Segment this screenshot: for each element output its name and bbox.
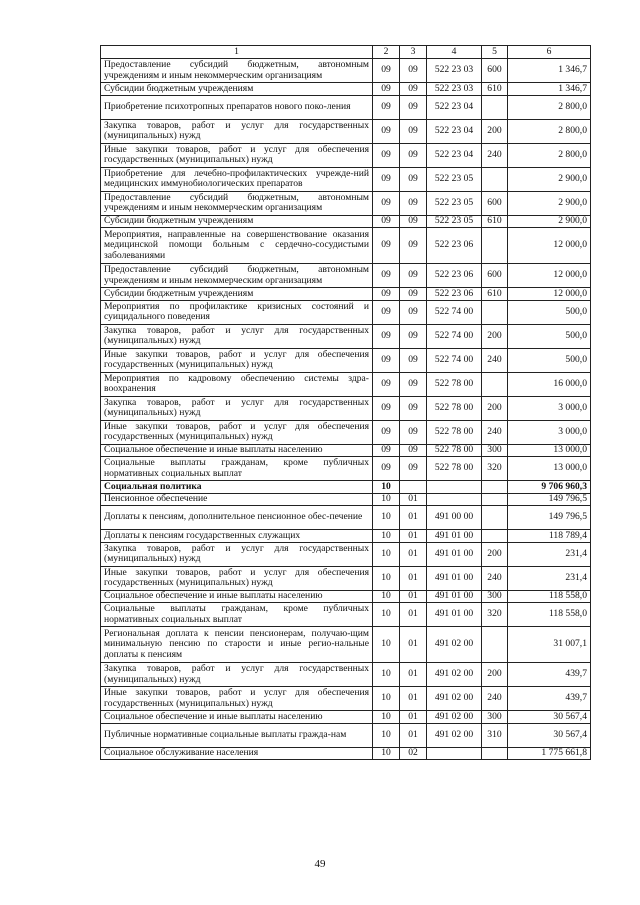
expense-type-cell bbox=[482, 627, 508, 663]
target-article-cell: 522 23 05 bbox=[427, 167, 482, 191]
target-article-cell: 491 02 00 bbox=[427, 723, 482, 747]
expense-type-cell: 610 bbox=[482, 83, 508, 96]
item-name-cell: Субсидии бюджетным учреждениям bbox=[101, 215, 373, 228]
table-row bbox=[101, 348, 591, 372]
item-name-cell: Мероприятия по профилактике кризисных состояний и суицидального поведения bbox=[101, 300, 373, 324]
amount-cell: 13 000,0 bbox=[508, 444, 591, 457]
section-code-cell: 10 bbox=[373, 687, 400, 711]
section-code-cell: 09 bbox=[373, 348, 400, 372]
item-name-cell: Публичные нормативные социальные выплаты гражда-нам bbox=[101, 723, 373, 747]
amount-cell: 2 800,0 bbox=[508, 143, 591, 167]
amount-cell: 149 796,5 bbox=[508, 506, 591, 530]
amount-cell: 118 558,0 bbox=[508, 590, 591, 603]
section-code-cell: 09 bbox=[373, 167, 400, 191]
table-row bbox=[101, 711, 591, 724]
amount-cell: 2 800,0 bbox=[508, 95, 591, 119]
table-row bbox=[101, 481, 591, 494]
item-name-cell: Предоставление субсидий бюджетным, автономным учреждениям и иным некоммерческим организациям bbox=[101, 59, 373, 83]
subsection-code-cell: 01 bbox=[400, 723, 427, 747]
expense-type-cell bbox=[482, 747, 508, 760]
item-name-cell: Приобретение для лечебно-профилактических учрежде-ний медицинских иммунобиологических препаратов bbox=[101, 167, 373, 191]
expense-type-cell: 200 bbox=[482, 324, 508, 348]
expense-type-cell: 240 bbox=[482, 420, 508, 444]
table-row bbox=[101, 590, 591, 603]
amount-cell: 2 900,0 bbox=[508, 167, 591, 191]
amount-cell: 30 567,4 bbox=[508, 711, 591, 724]
amount-cell: 2 900,0 bbox=[508, 215, 591, 228]
table-row bbox=[101, 167, 591, 191]
expense-type-cell: 600 bbox=[482, 264, 508, 288]
section-code-cell: 10 bbox=[373, 566, 400, 590]
section-code-cell: 10 bbox=[373, 590, 400, 603]
table-row bbox=[101, 493, 591, 506]
subsection-code-cell: 09 bbox=[400, 191, 427, 215]
section-code-cell: 10 bbox=[373, 506, 400, 530]
section-code-cell: 09 bbox=[373, 191, 400, 215]
item-name-cell: Доплаты к пенсиям государственных служащих bbox=[101, 530, 373, 543]
item-name-cell: Социальное обеспечение и иные выплаты населению bbox=[101, 711, 373, 724]
expense-type-cell: 610 bbox=[482, 215, 508, 228]
header-cell: 2 bbox=[373, 46, 400, 59]
amount-cell: 500,0 bbox=[508, 324, 591, 348]
table-row bbox=[101, 288, 591, 301]
section-code-cell: 09 bbox=[373, 143, 400, 167]
expense-type-cell: 200 bbox=[482, 542, 508, 566]
table-row bbox=[101, 687, 591, 711]
section-code-cell: 09 bbox=[373, 95, 400, 119]
amount-cell: 1 775 661,8 bbox=[508, 747, 591, 760]
target-article-cell: 491 02 00 bbox=[427, 711, 482, 724]
subsection-code-cell: 01 bbox=[400, 627, 427, 663]
expense-type-cell bbox=[482, 167, 508, 191]
item-name-cell: Социальное обеспечение и иные выплаты населению bbox=[101, 590, 373, 603]
table-row bbox=[101, 228, 591, 264]
subsection-code-cell: 09 bbox=[400, 167, 427, 191]
table-row bbox=[101, 603, 591, 627]
table-row bbox=[101, 396, 591, 420]
subsection-code-cell: 09 bbox=[400, 119, 427, 143]
expense-type-cell: 300 bbox=[482, 711, 508, 724]
target-article-cell: 491 01 00 bbox=[427, 530, 482, 543]
target-article-cell: 491 02 00 bbox=[427, 627, 482, 663]
table-row bbox=[101, 530, 591, 543]
amount-cell: 12 000,0 bbox=[508, 228, 591, 264]
section-code-cell: 09 bbox=[373, 372, 400, 396]
section-code-cell: 10 bbox=[373, 493, 400, 506]
amount-cell: 118 558,0 bbox=[508, 603, 591, 627]
subsection-code-cell: 01 bbox=[400, 687, 427, 711]
item-name-cell: Закупка товаров, работ и услуг для государственных (муниципальных) нужд bbox=[101, 324, 373, 348]
amount-cell: 12 000,0 bbox=[508, 264, 591, 288]
subsection-code-cell: 01 bbox=[400, 542, 427, 566]
item-name-cell: Мероприятия, направленные на совершенствование оказания медицинской помощи больным с сердечно-сосудистыми заболеваниями bbox=[101, 228, 373, 264]
expense-type-cell bbox=[482, 372, 508, 396]
subsection-code-cell: 09 bbox=[400, 420, 427, 444]
table-row bbox=[101, 83, 591, 96]
subsection-code-cell: 09 bbox=[400, 348, 427, 372]
subsection-code-cell: 09 bbox=[400, 324, 427, 348]
target-article-cell: 522 78 00 bbox=[427, 396, 482, 420]
section-code-cell: 10 bbox=[373, 711, 400, 724]
subsection-code-cell: 01 bbox=[400, 603, 427, 627]
expense-type-cell: 600 bbox=[482, 59, 508, 83]
subsection-code-cell: 01 bbox=[400, 566, 427, 590]
subsection-code-cell: 09 bbox=[400, 457, 427, 481]
expense-type-cell: 610 bbox=[482, 288, 508, 301]
expense-type-cell bbox=[482, 300, 508, 324]
target-article-cell bbox=[427, 493, 482, 506]
target-article-cell: 522 78 00 bbox=[427, 444, 482, 457]
table-row bbox=[101, 663, 591, 687]
expense-type-cell bbox=[482, 493, 508, 506]
item-name-cell: Мероприятия по кадровому обеспечению системы здра-воохранения bbox=[101, 372, 373, 396]
section-code-cell: 09 bbox=[373, 119, 400, 143]
expense-type-cell bbox=[482, 95, 508, 119]
item-name-cell: Социальные выплаты гражданам, кроме публичных нормативных социальных выплат bbox=[101, 603, 373, 627]
expense-type-cell: 240 bbox=[482, 348, 508, 372]
target-article-cell: 522 23 06 bbox=[427, 228, 482, 264]
table-row bbox=[101, 95, 591, 119]
section-code-cell: 10 bbox=[373, 627, 400, 663]
amount-cell: 439,7 bbox=[508, 687, 591, 711]
amount-cell: 500,0 bbox=[508, 300, 591, 324]
subsection-code-cell: 09 bbox=[400, 215, 427, 228]
table-row bbox=[101, 506, 591, 530]
subsection-code-cell: 09 bbox=[400, 228, 427, 264]
item-name-cell: Предоставление субсидий бюджетным, автономным учреждениям и иным некоммерческим организациям bbox=[101, 191, 373, 215]
target-article-cell: 491 00 00 bbox=[427, 506, 482, 530]
table-row bbox=[101, 444, 591, 457]
item-name-cell: Социальная политика bbox=[101, 481, 373, 494]
target-article-cell: 522 78 00 bbox=[427, 420, 482, 444]
expense-type-cell: 240 bbox=[482, 143, 508, 167]
expense-type-cell: 240 bbox=[482, 687, 508, 711]
item-name-cell: Закупка товаров, работ и услуг для государственных (муниципальных) нужд bbox=[101, 119, 373, 143]
section-code-cell: 09 bbox=[373, 420, 400, 444]
item-name-cell: Иные закупки товаров, работ и услуг для обеспечения государственных (муниципальных) нужд bbox=[101, 143, 373, 167]
section-code-cell: 09 bbox=[373, 396, 400, 420]
target-article-cell: 522 23 05 bbox=[427, 215, 482, 228]
subsection-code-cell: 09 bbox=[400, 95, 427, 119]
subsection-code-cell: 09 bbox=[400, 143, 427, 167]
section-code-cell: 10 bbox=[373, 481, 400, 494]
section-code-cell: 09 bbox=[373, 228, 400, 264]
target-article-cell: 491 01 00 bbox=[427, 603, 482, 627]
expense-type-cell bbox=[482, 481, 508, 494]
table-row bbox=[101, 59, 591, 83]
expense-type-cell: 200 bbox=[482, 396, 508, 420]
amount-cell: 118 789,4 bbox=[508, 530, 591, 543]
table-row bbox=[101, 143, 591, 167]
section-code-cell: 10 bbox=[373, 542, 400, 566]
section-code-cell: 09 bbox=[373, 324, 400, 348]
amount-cell: 231,4 bbox=[508, 542, 591, 566]
item-name-cell: Иные закупки товаров, работ и услуг для обеспечения государственных (муниципальных) нужд bbox=[101, 420, 373, 444]
expense-type-cell bbox=[482, 506, 508, 530]
table-row bbox=[101, 566, 591, 590]
table-row bbox=[101, 324, 591, 348]
table-header bbox=[101, 46, 591, 59]
subsection-code-cell: 09 bbox=[400, 59, 427, 83]
page-number: 49 bbox=[314, 858, 326, 870]
target-article-cell: 522 23 03 bbox=[427, 83, 482, 96]
subsection-code-cell: 01 bbox=[400, 590, 427, 603]
section-code-cell: 09 bbox=[373, 264, 400, 288]
target-article-cell: 491 02 00 bbox=[427, 687, 482, 711]
expense-type-cell bbox=[482, 530, 508, 543]
amount-cell: 12 000,0 bbox=[508, 288, 591, 301]
table-row bbox=[101, 542, 591, 566]
item-name-cell: Региональная доплата к пенсии пенсионерам, получаю-щим минимальную пенсию по старости и иные регио-нальные доплаты к пенсиям bbox=[101, 627, 373, 663]
section-code-cell: 10 bbox=[373, 603, 400, 627]
table-row bbox=[101, 747, 591, 760]
item-name-cell: Социальные выплаты гражданам, кроме публичных нормативных социальных выплат bbox=[101, 457, 373, 481]
amount-cell: 500,0 bbox=[508, 348, 591, 372]
target-article-cell: 522 23 04 bbox=[427, 119, 482, 143]
target-article-cell: 491 01 00 bbox=[427, 542, 482, 566]
amount-cell: 1 346,7 bbox=[508, 59, 591, 83]
item-name-cell: Приобретение психотропных препаратов нового поко-ления bbox=[101, 95, 373, 119]
table-row bbox=[101, 300, 591, 324]
expense-type-cell: 310 bbox=[482, 723, 508, 747]
item-name-cell: Субсидии бюджетным учреждениям bbox=[101, 288, 373, 301]
subsection-code-cell bbox=[400, 481, 427, 494]
subsection-code-cell: 09 bbox=[400, 288, 427, 301]
amount-cell: 149 796,5 bbox=[508, 493, 591, 506]
expense-type-cell: 320 bbox=[482, 603, 508, 627]
item-name-cell: Иные закупки товаров, работ и услуг для обеспечения государственных (муниципальных) нужд bbox=[101, 566, 373, 590]
amount-cell: 2 900,0 bbox=[508, 191, 591, 215]
subsection-code-cell: 01 bbox=[400, 530, 427, 543]
table-row bbox=[101, 627, 591, 663]
expense-type-cell: 240 bbox=[482, 566, 508, 590]
header-cell: 4 bbox=[427, 46, 482, 59]
amount-cell: 16 000,0 bbox=[508, 372, 591, 396]
subsection-code-cell: 01 bbox=[400, 663, 427, 687]
target-article-cell: 522 74 00 bbox=[427, 324, 482, 348]
target-article-cell: 522 78 00 bbox=[427, 372, 482, 396]
table-row bbox=[101, 723, 591, 747]
table-row bbox=[101, 372, 591, 396]
subsection-code-cell: 09 bbox=[400, 83, 427, 96]
section-code-cell: 09 bbox=[373, 59, 400, 83]
target-article-cell: 522 23 05 bbox=[427, 191, 482, 215]
expense-type-cell: 600 bbox=[482, 191, 508, 215]
header-cell: 6 bbox=[508, 46, 591, 59]
amount-cell: 439,7 bbox=[508, 663, 591, 687]
subsection-code-cell: 01 bbox=[400, 506, 427, 530]
subsection-code-cell: 02 bbox=[400, 747, 427, 760]
budget-table bbox=[100, 45, 591, 760]
amount-cell: 31 007,1 bbox=[508, 627, 591, 663]
target-article-cell: 491 01 00 bbox=[427, 590, 482, 603]
subsection-code-cell: 01 bbox=[400, 493, 427, 506]
item-name-cell: Доплаты к пенсиям, дополнительное пенсионное обес-печение bbox=[101, 506, 373, 530]
section-code-cell: 09 bbox=[373, 215, 400, 228]
amount-cell: 13 000,0 bbox=[508, 457, 591, 481]
item-name-cell: Социальное обслуживание населения bbox=[101, 747, 373, 760]
item-name-cell: Субсидии бюджетным учреждениям bbox=[101, 83, 373, 96]
target-article-cell: 522 23 04 bbox=[427, 95, 482, 119]
section-code-cell: 09 bbox=[373, 444, 400, 457]
section-code-cell: 10 bbox=[373, 663, 400, 687]
section-code-cell: 09 bbox=[373, 288, 400, 301]
target-article-cell: 522 74 00 bbox=[427, 300, 482, 324]
expense-type-cell: 200 bbox=[482, 119, 508, 143]
header-cell: 3 bbox=[400, 46, 427, 59]
header-cell: 5 bbox=[482, 46, 508, 59]
table-row bbox=[101, 420, 591, 444]
section-code-cell: 10 bbox=[373, 530, 400, 543]
target-article-cell: 491 02 00 bbox=[427, 663, 482, 687]
target-article-cell bbox=[427, 747, 482, 760]
expense-type-cell bbox=[482, 228, 508, 264]
subsection-code-cell: 09 bbox=[400, 372, 427, 396]
section-code-cell: 09 bbox=[373, 83, 400, 96]
section-code-cell: 10 bbox=[373, 723, 400, 747]
table-row bbox=[101, 264, 591, 288]
item-name-cell: Социальное обеспечение и иные выплаты населению bbox=[101, 444, 373, 457]
item-name-cell: Предоставление субсидий бюджетным, автономным учреждениям и иным некоммерческим организациям bbox=[101, 264, 373, 288]
target-article-cell: 522 23 03 bbox=[427, 59, 482, 83]
amount-cell: 3 000,0 bbox=[508, 420, 591, 444]
target-article-cell: 522 23 06 bbox=[427, 288, 482, 301]
expense-type-cell: 320 bbox=[482, 457, 508, 481]
item-name-cell: Пенсионное обеспечение bbox=[101, 493, 373, 506]
table-row bbox=[101, 215, 591, 228]
amount-cell: 1 346,7 bbox=[508, 83, 591, 96]
section-code-cell: 09 bbox=[373, 457, 400, 481]
amount-cell: 231,4 bbox=[508, 566, 591, 590]
item-name-cell: Иные закупки товаров, работ и услуг для обеспечения государственных (муниципальных) нужд bbox=[101, 687, 373, 711]
section-code-cell: 09 bbox=[373, 300, 400, 324]
subsection-code-cell: 09 bbox=[400, 396, 427, 420]
table-row bbox=[101, 457, 591, 481]
subsection-code-cell: 01 bbox=[400, 711, 427, 724]
target-article-cell: 491 01 00 bbox=[427, 566, 482, 590]
expense-type-cell: 200 bbox=[482, 663, 508, 687]
target-article-cell: 522 78 00 bbox=[427, 457, 482, 481]
item-name-cell: Иные закупки товаров, работ и услуг для обеспечения государственных (муниципальных) нужд bbox=[101, 348, 373, 372]
amount-cell: 2 800,0 bbox=[508, 119, 591, 143]
subsection-code-cell: 09 bbox=[400, 444, 427, 457]
subsection-code-cell: 09 bbox=[400, 300, 427, 324]
item-name-cell: Закупка товаров, работ и услуг для государственных (муниципальных) нужд bbox=[101, 663, 373, 687]
table-row bbox=[101, 191, 591, 215]
item-name-cell: Закупка товаров, работ и услуг для государственных (муниципальных) нужд bbox=[101, 542, 373, 566]
item-name-cell: Закупка товаров, работ и услуг для государственных (муниципальных) нужд bbox=[101, 396, 373, 420]
amount-cell: 3 000,0 bbox=[508, 396, 591, 420]
target-article-cell bbox=[427, 481, 482, 494]
amount-cell: 9 706 960,3 bbox=[508, 481, 591, 494]
table-row bbox=[101, 119, 591, 143]
subsection-code-cell: 09 bbox=[400, 264, 427, 288]
target-article-cell: 522 74 00 bbox=[427, 348, 482, 372]
target-article-cell: 522 23 06 bbox=[427, 264, 482, 288]
header-cell: 1 bbox=[101, 46, 373, 59]
section-code-cell: 10 bbox=[373, 747, 400, 760]
expense-type-cell: 300 bbox=[482, 444, 508, 457]
target-article-cell: 522 23 04 bbox=[427, 143, 482, 167]
expense-type-cell: 300 bbox=[482, 590, 508, 603]
table-body bbox=[101, 59, 591, 760]
amount-cell: 30 567,4 bbox=[508, 723, 591, 747]
